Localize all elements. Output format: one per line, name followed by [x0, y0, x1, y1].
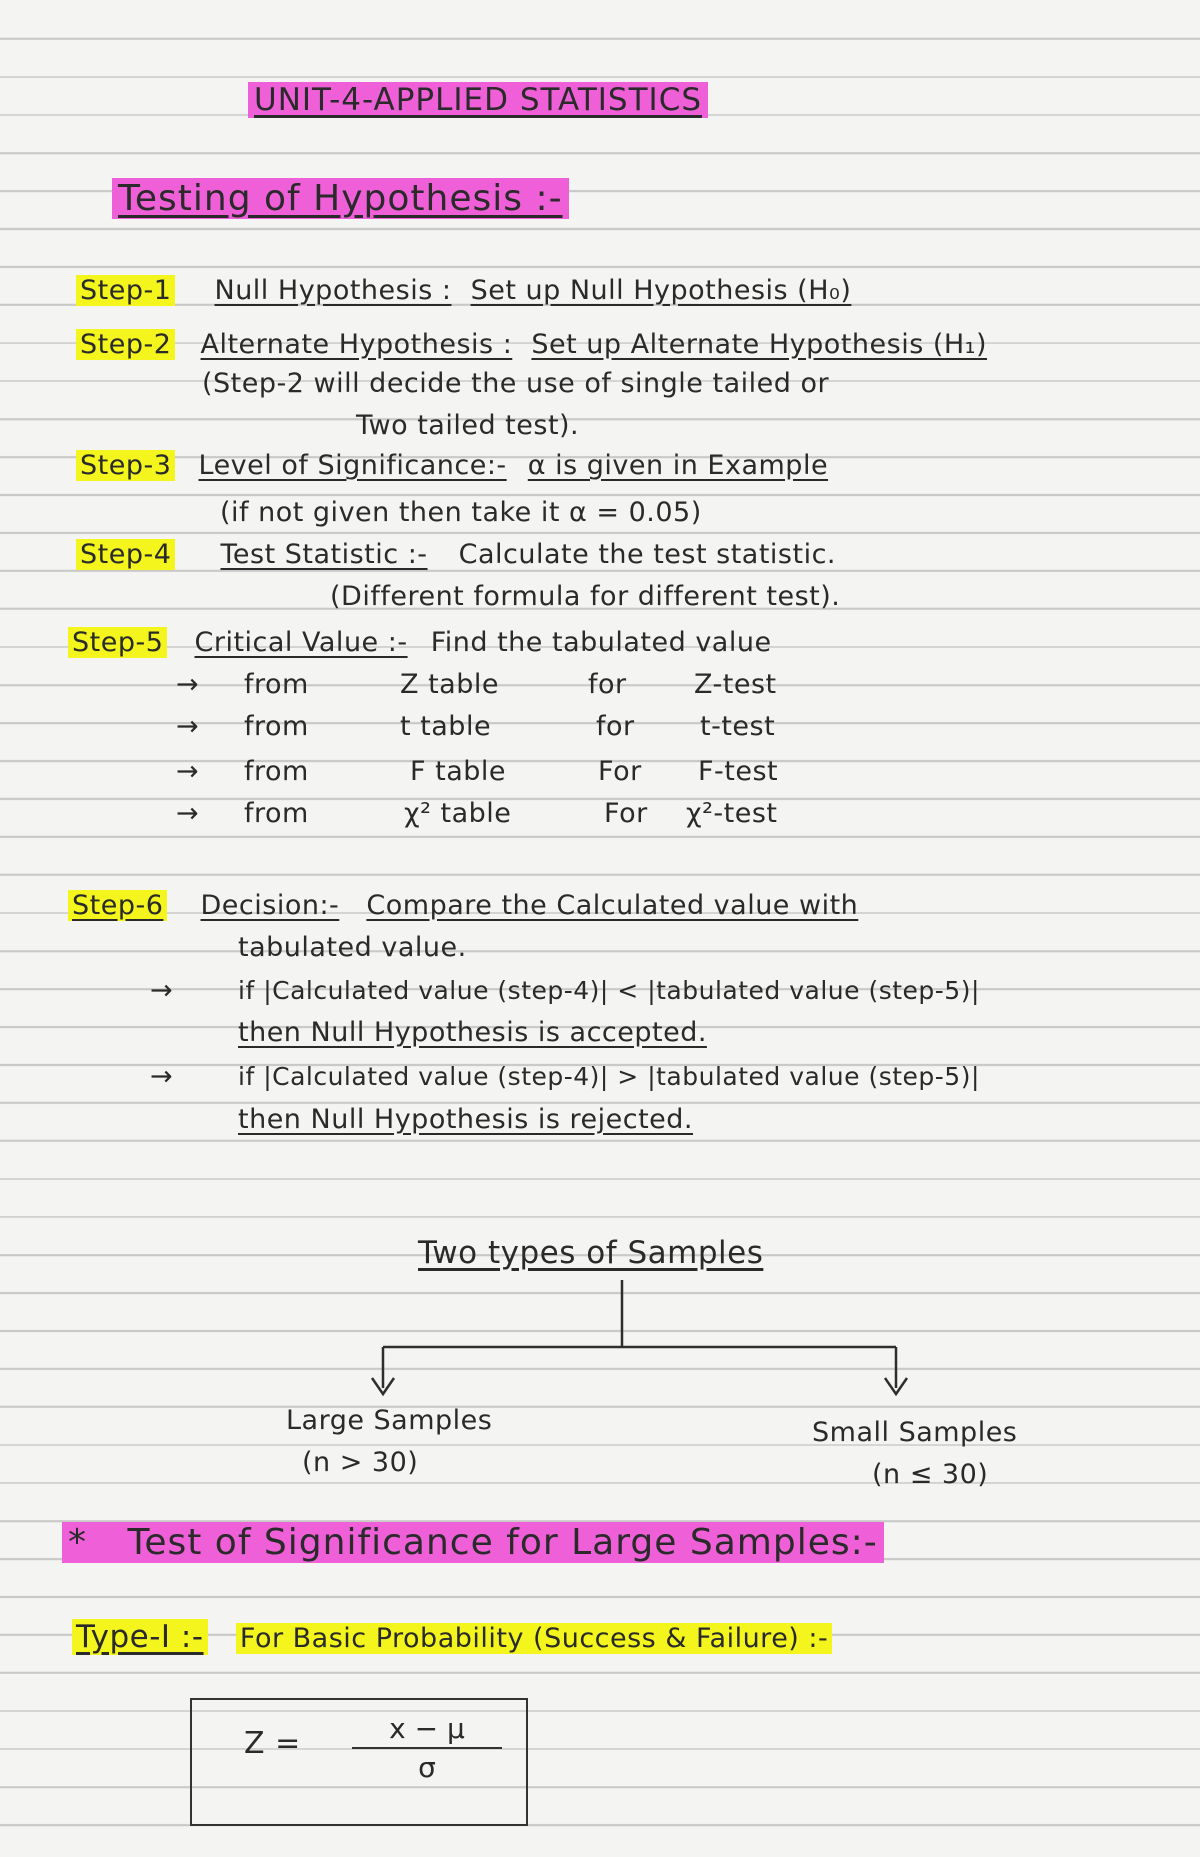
- large-samples-title: Test of Significance for Large Samples:-: [127, 1522, 878, 1563]
- step-1-desc: Set up Null Hypothesis (H₀): [470, 275, 852, 306]
- list-test: t-test: [700, 711, 776, 742]
- step-4-desc: Calculate the test statistic.: [458, 539, 837, 570]
- step-1-label: Step-1: [76, 275, 175, 306]
- step-6-desc-2: tabulated value.: [238, 932, 467, 963]
- step-4-note: (Different formula for different test).: [330, 581, 841, 612]
- heading-highlight: [62, 1522, 884, 1563]
- list-arrow: →: [176, 669, 200, 700]
- step-6-desc: Compare the Calculated value with: [366, 890, 859, 921]
- step-4-label: Step-4: [76, 539, 175, 570]
- step-2-label: Step-2: [76, 329, 175, 360]
- list-from: from: [244, 756, 309, 787]
- list-for: for: [596, 711, 635, 742]
- step-1-name: Null Hypothesis :: [214, 275, 452, 306]
- step-2-desc: Set up Alternate Hypothesis (H₁): [531, 329, 988, 360]
- list-test: F-test: [698, 756, 779, 787]
- decision-arrow: →: [150, 975, 174, 1006]
- step-5-desc: Find the tabulated value: [430, 627, 772, 658]
- star-bullet: *: [68, 1522, 87, 1563]
- step-3-note: (if not given then take it α = 0.05): [220, 497, 702, 528]
- list-arrow: →: [176, 711, 200, 742]
- type-1-row: [72, 1620, 832, 1656]
- list-for: For: [598, 756, 642, 787]
- step-5-name: Critical Value :-: [194, 627, 408, 658]
- decision-rule-2-result: then Null Hypothesis is rejected.: [238, 1104, 694, 1135]
- large-samples-heading: [62, 1522, 884, 1563]
- list-for: For: [604, 798, 648, 829]
- small-samples-condition: (n ≤ 30): [872, 1459, 989, 1490]
- step-6-label: Step-6: [68, 890, 167, 921]
- formula-numerator: x − μ: [352, 1712, 502, 1749]
- decision-arrow: →: [150, 1061, 174, 1092]
- list-table: Z table: [400, 669, 499, 700]
- step-6-name: Decision:-: [200, 890, 340, 921]
- list-table: F table: [410, 756, 506, 787]
- decision-rule-2-condition: if |Calculated value (step-4)| > |tabulated value (step-5)|: [238, 1062, 980, 1091]
- step-2-note-1: (Step-2 will decide the use of single tailed or: [202, 368, 830, 399]
- formula-lhs: Z =: [244, 1726, 301, 1761]
- list-table: χ² table: [404, 798, 512, 829]
- decision-rule-1-condition: if |Calculated value (step-4)| < |tabulated value (step-5)|: [238, 976, 980, 1005]
- large-samples-condition: (n > 30): [302, 1447, 419, 1478]
- list-arrow: →: [176, 798, 200, 829]
- list-from: from: [244, 711, 309, 742]
- type-1-label: Type-I :-: [72, 1619, 208, 1655]
- formula-fraction: [352, 1712, 502, 1784]
- type-1-desc: For Basic Probability (Success & Failure) :-: [236, 1623, 832, 1654]
- title-text: UNIT-4-APPLIED STATISTICS: [248, 82, 708, 118]
- list-arrow: →: [176, 756, 200, 787]
- samples-root: Two types of Samples: [418, 1235, 764, 1271]
- formula-denominator: σ: [418, 1751, 436, 1784]
- step-5-label: Step-5: [68, 627, 167, 658]
- step-3-desc: α is given in Example: [527, 450, 829, 481]
- decision-rule-1-result: then Null Hypothesis is accepted.: [238, 1017, 707, 1048]
- list-for: for: [588, 669, 627, 700]
- step-3-label: Step-3: [76, 450, 175, 481]
- step-2-name: Alternate Hypothesis :: [200, 329, 513, 360]
- list-test: χ²-test: [686, 798, 778, 829]
- large-samples-label: Large Samples: [286, 1405, 493, 1436]
- step-3-name: Level of Significance:-: [198, 450, 507, 481]
- step-2-note-2: Two tailed test).: [356, 410, 580, 441]
- list-test: Z-test: [694, 669, 777, 700]
- small-samples-label: Small Samples: [812, 1417, 1018, 1448]
- step-4-name: Test Statistic :-: [220, 539, 428, 570]
- heading-text: Testing of Hypothesis :-: [112, 178, 569, 219]
- list-table: t table: [400, 711, 492, 742]
- list-from: from: [244, 669, 309, 700]
- list-from: from: [244, 798, 309, 829]
